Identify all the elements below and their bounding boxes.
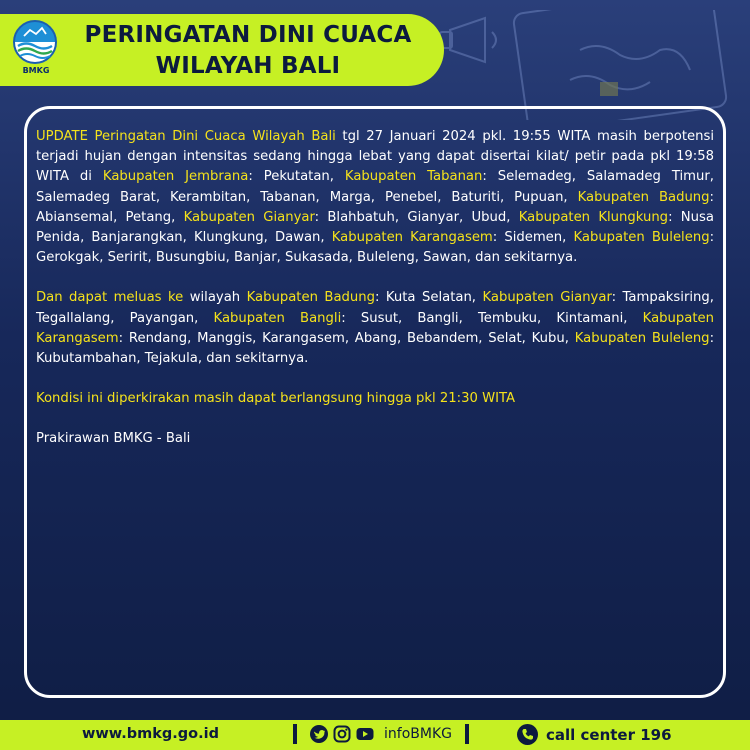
highlighted-text: Kabupaten Karangasem bbox=[36, 310, 714, 346]
logo-text: BMKG bbox=[22, 66, 50, 75]
warning-text bbox=[36, 127, 714, 470]
body-text: : Kubutambahan, Tejakula, dan sekitarnya. bbox=[36, 330, 715, 367]
body-text: : Abiansemal, Petang, bbox=[36, 189, 714, 225]
body-text: : Tampaksiring, Tegallalang, Payangan, bbox=[36, 290, 714, 326]
footer-bar bbox=[0, 720, 750, 750]
highlighted-text: Kabupaten Tabanan bbox=[344, 169, 483, 185]
highlighted-text: Kabupaten Gianyar bbox=[482, 290, 612, 306]
body-text: : Nusa Penida, Banjarangkan, Klungkung, Dawan, bbox=[36, 209, 714, 246]
body-text: tgl 27 Januari 2024 pkl. 19:55 WITA masih berpotensi terjadi hujan dengan intensitas sedang hingga lebat yang dapat disertai kilat/ petir pada pkl 19:58 WITA di bbox=[36, 129, 714, 185]
phone-icon bbox=[517, 724, 538, 745]
warning-paragraph bbox=[36, 389, 714, 409]
title-line-2: WILAYAH BALI bbox=[155, 53, 341, 79]
highlighted-text: Kabupaten Bangli bbox=[213, 310, 342, 326]
highlighted-text: Kabupaten Jembrana bbox=[102, 169, 249, 185]
instagram-icon[interactable] bbox=[333, 725, 351, 743]
call-center-label: call center 196 bbox=[546, 725, 672, 744]
twitter-icon[interactable] bbox=[310, 725, 328, 743]
background-illustration bbox=[430, 10, 730, 120]
social-links bbox=[310, 725, 452, 743]
highlighted-text: Kabupaten Badung bbox=[577, 189, 710, 205]
title-line-1: PERINGATAN DINI CUACA bbox=[84, 22, 412, 48]
highlighted-text: Kabupaten Buleleng bbox=[574, 330, 710, 346]
highlighted-text: Kondisi ini diperkirakan masih dapat berlangsung hingga pkl 21:30 WITA bbox=[36, 391, 516, 407]
body-text: : Sidemen, bbox=[492, 230, 574, 246]
body-text: : Kuta Selatan, bbox=[375, 290, 483, 306]
youtube-icon[interactable] bbox=[356, 725, 374, 743]
highlighted-text: Kabupaten Buleleng bbox=[573, 230, 710, 246]
highlighted-text: Kabupaten Karangasem bbox=[331, 230, 493, 246]
body-text: : Selemadeg, Salamadeg Timur, Salemadeg Barat, Kerambitan, Tabanan, Marga, Penebel, Baturiti, Pupuan, bbox=[36, 169, 714, 205]
warning-paragraph bbox=[36, 288, 714, 369]
body-text: Prakirawan BMKG - Bali bbox=[36, 431, 191, 447]
footer-divider bbox=[293, 724, 297, 744]
highlighted-text: Kabupaten Klungkung bbox=[518, 209, 669, 225]
body-text: wilayah bbox=[183, 290, 247, 306]
highlighted-text: UPDATE Peringatan Dini Cuaca Wilayah Bali bbox=[36, 129, 336, 144]
body-text: : Pekutatan, bbox=[248, 169, 345, 185]
body-text: : Rendang, Manggis, Karangasem, Abang, Bebandem, Selat, Kubu, bbox=[118, 330, 575, 346]
call-center[interactable] bbox=[517, 724, 672, 745]
highlighted-text: Kabupaten Badung bbox=[246, 290, 375, 306]
warning-paragraph bbox=[36, 429, 714, 449]
body-text: : Gerokgak, Seririt, Busungbiu, Banjar, Sukasada, Buleleng, Sawan, dan sekitarnya. bbox=[36, 230, 715, 266]
warning-paragraph bbox=[36, 127, 714, 268]
body-text: : Blahbatuh, Gianyar, Ubud, bbox=[314, 209, 519, 225]
highlighted-text: Dan dapat meluas ke bbox=[36, 290, 184, 306]
website-link[interactable]: www.bmkg.go.id bbox=[82, 726, 219, 742]
page-title bbox=[70, 20, 426, 82]
footer-divider bbox=[465, 724, 469, 744]
body-text: : Susut, Bangli, Tembuku, Kintamani, bbox=[341, 310, 643, 326]
social-handle[interactable]: infoBMKG bbox=[384, 726, 452, 742]
highlighted-text: Kabupaten Gianyar bbox=[183, 209, 315, 225]
